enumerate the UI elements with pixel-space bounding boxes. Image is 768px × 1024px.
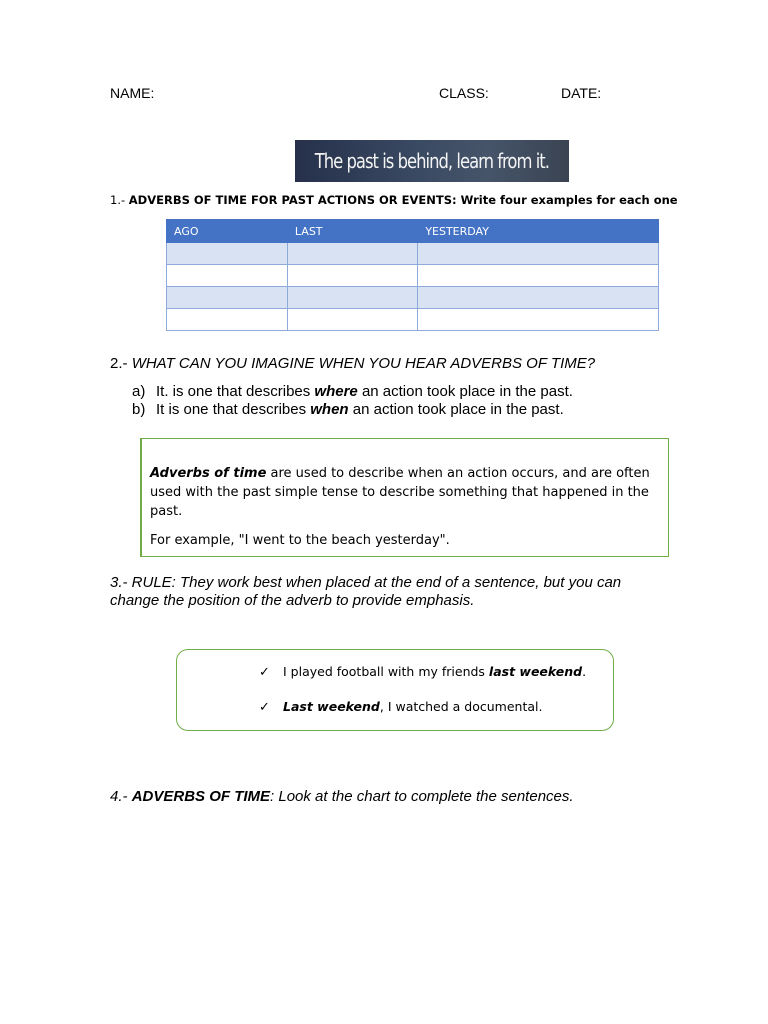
- option-letter: b): [132, 401, 146, 418]
- section-4-text: : Look at the chart to complete the sentences.: [270, 788, 574, 805]
- checkmark-icon: ✓: [259, 665, 270, 680]
- example-text: , I watched a documental.: [379, 699, 543, 714]
- section-1-number: 1.-: [110, 193, 129, 207]
- table-cell[interactable]: [418, 265, 659, 287]
- example-text: .: [582, 664, 587, 679]
- definition-paragraph: [150, 464, 658, 521]
- definition-text: are used to describe when an action occurs, and are often used with the past simple tense to describe something that happened in the past.: [150, 466, 650, 519]
- section-2-question: [110, 355, 595, 372]
- table-cell[interactable]: [287, 243, 417, 265]
- section-1-heading: [110, 193, 678, 207]
- table-row: [167, 243, 659, 265]
- table-row: [167, 287, 659, 309]
- option-letter: a): [132, 383, 146, 400]
- banner-image: [295, 140, 569, 182]
- examples-box: [176, 649, 614, 731]
- option-text: It is one that describes: [156, 401, 311, 418]
- table-cell[interactable]: [167, 309, 288, 331]
- column-header-last: LAST: [287, 220, 417, 243]
- table-cell[interactable]: [418, 287, 659, 309]
- option-b: [132, 401, 573, 419]
- column-header-ago: AGO: [167, 220, 288, 243]
- table-cell[interactable]: [167, 243, 288, 265]
- table-row: [167, 309, 659, 331]
- class-label: CLASS:: [439, 85, 489, 101]
- section-1-title: ADVERBS OF TIME FOR PAST ACTIONS OR EVENTS: Write four examples for each one: [128, 193, 678, 207]
- example-emphasis: last weekend: [488, 664, 583, 679]
- name-label: NAME:: [110, 85, 155, 101]
- table-cell[interactable]: [287, 309, 417, 331]
- examples-table: [166, 219, 659, 331]
- example-paragraph: For example, "I went to the beach yesterday".: [150, 533, 450, 548]
- table-cell[interactable]: [167, 287, 288, 309]
- option-text: an action took place in the past.: [357, 383, 573, 400]
- banner-text: The past is behind, learn from it.: [314, 149, 550, 173]
- option-text: an action took place in the past.: [348, 401, 564, 418]
- table-cell[interactable]: [418, 243, 659, 265]
- checkmark-icon: ✓: [259, 700, 270, 715]
- table-cell[interactable]: [167, 265, 288, 287]
- column-header-yesterday: YESTERDAY: [418, 220, 659, 243]
- section-3-rule: 3.- RULE: They work best when placed at the end of a sentence, but you can change the position of the adverb to provide emphasis.: [110, 574, 622, 609]
- section-4-heading: [110, 788, 574, 805]
- definition-term: Adverbs of time: [150, 466, 267, 481]
- example-emphasis: Last weekend: [283, 699, 380, 714]
- option-a: [132, 383, 573, 401]
- example-text: I played football with my friends: [283, 664, 489, 679]
- info-box: [140, 438, 669, 557]
- table-cell[interactable]: [287, 287, 417, 309]
- list-item: [259, 699, 542, 715]
- section-2-prefix: 2.-: [110, 355, 132, 372]
- table-cell[interactable]: [418, 309, 659, 331]
- table-header-row: [167, 220, 659, 243]
- option-text: It. is one that describes: [156, 383, 315, 400]
- option-emphasis: when: [310, 401, 349, 418]
- option-emphasis: where: [314, 383, 358, 400]
- section-4-title: ADVERBS OF TIME: [131, 788, 271, 805]
- section-2-text: WHAT CAN YOU IMAGINE WHEN YOU HEAR ADVERBS OF TIME?: [131, 355, 596, 372]
- list-item: [259, 664, 586, 680]
- answer-options: [132, 383, 573, 419]
- table-row: [167, 265, 659, 287]
- date-label: DATE:: [561, 85, 602, 101]
- table-cell[interactable]: [287, 265, 417, 287]
- section-4-prefix: 4.-: [110, 788, 132, 805]
